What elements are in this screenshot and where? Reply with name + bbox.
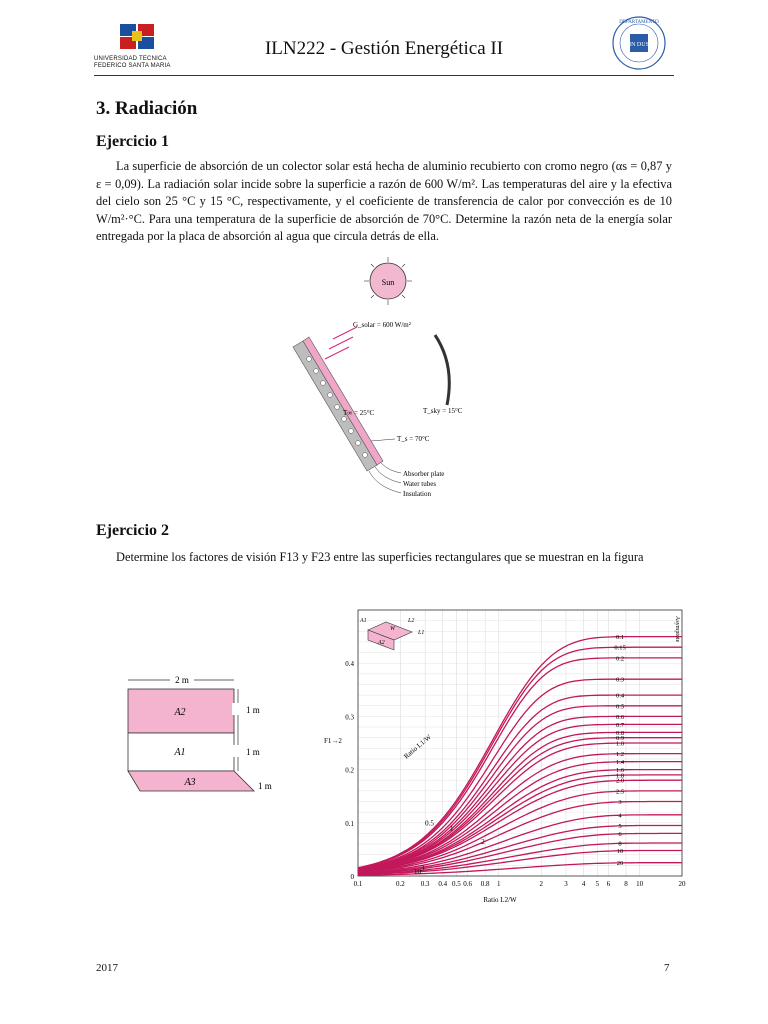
series-line <box>358 658 682 868</box>
y-tick-label: 0 <box>350 873 354 881</box>
inline-curve-label: 2 <box>481 838 485 847</box>
x-tick-label: 4 <box>581 880 586 888</box>
x-axis-label: Ratio L2/W <box>483 896 517 904</box>
department-logo <box>610 14 668 76</box>
header-divider <box>94 75 674 76</box>
dept-logo-text: DEPARTAMENTO <box>619 20 659 25</box>
x-tick-label: 1 <box>497 880 501 888</box>
series-label: 0.8 <box>615 729 625 737</box>
university-line2: FEDERICO SANTA MARIA <box>94 63 171 69</box>
t-sky-label: T_sky = 15°C <box>423 407 463 415</box>
h1-label: 1 m <box>246 747 260 757</box>
insulation-label: Insulation <box>403 490 431 498</box>
series-label: 0.9 <box>615 735 625 743</box>
series-label: 5 <box>618 822 622 830</box>
a1-label: A1 <box>174 747 186 758</box>
t-s-label: T_s = 70°C <box>397 435 430 443</box>
solar-collector-figure <box>285 255 485 509</box>
series-line <box>358 721 682 869</box>
x-tick-label: 0.1 <box>353 880 363 888</box>
exercise2-title: Ejercicio 2 <box>96 522 170 539</box>
x-tick-label: 0.3 <box>420 880 430 888</box>
asymptote-label: Asymptote <box>674 616 680 643</box>
section-title: 3. Radiación <box>96 98 198 119</box>
series-label: 20 <box>616 860 624 868</box>
inset-label-l2: L2 <box>408 618 415 624</box>
dept-logo-letters: IN DUS <box>629 42 649 48</box>
chart-svg <box>320 600 690 910</box>
a3-label: A3 <box>184 777 196 788</box>
y-tick-label: 0.1 <box>345 819 354 828</box>
width-label: 2 m <box>175 675 189 685</box>
x-tick-label: 8 <box>624 880 628 888</box>
sky-arc <box>435 335 449 405</box>
y-tick-label: 0.2 <box>345 766 354 775</box>
series-label: 1.2 <box>615 751 625 759</box>
series-label: 1.0 <box>615 740 625 748</box>
radiation-arrows <box>325 327 357 359</box>
inline-curve-label: 3 <box>420 864 425 873</box>
series-label: 0.1 <box>615 634 625 642</box>
series-label: 0.2 <box>615 655 625 663</box>
exercise2-text: Determine los factores de visión F13 y F23 entre las superficies rectangulares que se muestran en la figura <box>116 550 644 564</box>
series-label: 2.5 <box>615 788 625 796</box>
footer-year: 2017 <box>96 962 118 974</box>
curve-family-label: Ratio L1/W <box>402 732 433 761</box>
university-line1: UNIVERSIDAD TECNICA <box>94 56 167 62</box>
t-inf-label: T∞ = 25°C <box>343 409 375 417</box>
inset-label-a1: A1 <box>360 618 367 624</box>
exercise1-title: Ejercicio 1 <box>96 133 170 150</box>
y-axis-label: F1→2 <box>324 737 342 745</box>
series-label: 0.7 <box>615 721 625 729</box>
inset-label-a2: A2 <box>378 640 385 646</box>
series-label: 3 <box>618 799 622 807</box>
x-tick-label: 0.6 <box>463 880 472 888</box>
series-label: 10 <box>616 847 624 855</box>
inset-label-l1: L1 <box>418 630 425 636</box>
x-tick-label: 0.8 <box>480 880 490 888</box>
series-label: 0.3 <box>615 676 625 684</box>
depth-label: 1 m <box>258 781 272 791</box>
exercise1-text: La superficie de absorción de un colector solar está hecha de aluminio recubierto con cromo negro (αs = 0,87 y ε = 0,09). La radiación solar incide sobre la superficie a razón de 600 W/m². Las temperaturas del aire y la efectiva del cielo son 25 °C y 15 °C, respectivamente, y el coeficiente de transferencia de calor por convección es de 10 W/m²·°C. Para una temperatura de la superficie de absorción de 70°C. Determine la razón neta de la energía solar entregada por la placa de absorción al agua que circula detrás de ella. <box>96 159 672 243</box>
inline-curve-label: 0.5 <box>425 819 434 828</box>
x-tick-label: 3 <box>564 880 568 888</box>
series-label: 1.6 <box>615 767 625 775</box>
page-number: 7 <box>664 962 670 974</box>
x-tick-label: 5 <box>595 880 599 888</box>
header-title: ILN222 - Gestión Energética II <box>264 38 504 59</box>
rectangles-figure <box>120 665 280 809</box>
x-tick-label: 10 <box>636 880 644 888</box>
series-label: 0.15 <box>614 644 626 652</box>
x-tick-label: 0.4 <box>438 880 448 888</box>
series-label: 8 <box>618 840 622 848</box>
water-tubes-label: Water tubes <box>403 480 437 488</box>
view-factor-chart <box>320 600 690 914</box>
inset-label-w: W <box>390 626 395 632</box>
series-label: 0.5 <box>615 703 625 711</box>
series-label: 0.4 <box>615 692 625 700</box>
x-tick-label: 0.2 <box>396 880 405 888</box>
absorber-plate-label: Absorber plate <box>403 470 445 478</box>
g-solar-label: G_solar = 600 W/m² <box>353 321 411 329</box>
series-label: 4 <box>618 812 622 820</box>
inline-curve-label: 10 <box>414 867 422 876</box>
series-label: 2.0 <box>615 777 625 785</box>
x-tick-label: 6 <box>606 880 611 888</box>
x-tick-label: 2 <box>539 880 543 888</box>
a2-label: A2 <box>174 707 186 718</box>
sun-label: Sun <box>381 278 395 287</box>
series-line <box>358 676 682 869</box>
h2-label: 1 m <box>246 705 260 715</box>
y-tick-label: 0.4 <box>345 660 354 669</box>
y-tick-label: 0.3 <box>345 713 354 722</box>
series-label: 0.6 <box>615 713 625 721</box>
water-tubes <box>307 357 368 458</box>
inline-curve-label: 1 <box>449 824 454 833</box>
series-label: 1.4 <box>615 759 625 767</box>
x-tick-label: 0.5 <box>452 880 461 888</box>
absorber-plate <box>303 337 383 465</box>
series-label: 1.8 <box>615 772 625 780</box>
x-tick-label: 20 <box>678 880 686 888</box>
series-label: 6 <box>618 830 622 838</box>
